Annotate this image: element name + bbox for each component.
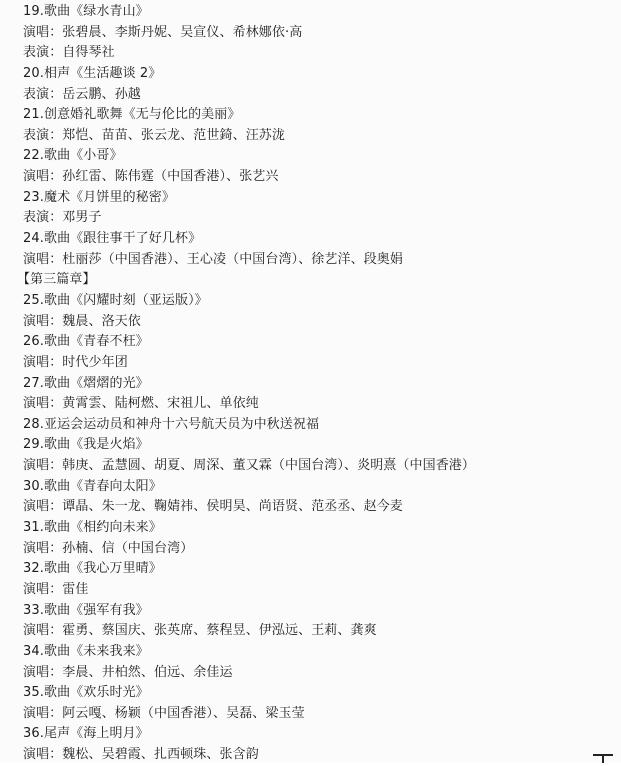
program-line: 31.歌曲《相约向未来》 — [23, 520, 162, 536]
program-line: 35.歌曲《欢乐时光》 — [23, 685, 149, 701]
program-line: 表演：郑恺、苗苗、张云龙、范世錡、汪苏泷 — [23, 127, 286, 143]
program-line: 演唱：孙红雷、陈伟霆（中国香港）、张艺兴 — [23, 169, 279, 185]
program-line: 表演：岳云鹏、孙越 — [23, 86, 141, 102]
program-line: 演唱：魏晨、洛天依 — [23, 313, 141, 329]
program-line: 26.歌曲《青春不枉》 — [23, 334, 149, 350]
program-line: 25.歌曲《闪耀时刻（亚运版）》 — [23, 292, 208, 308]
program-line: 19.歌曲《绿水青山》 — [23, 4, 149, 19]
program-line: 演唱：孙楠、信（中国台湾） — [23, 540, 194, 556]
program-line: 演唱：张碧晨、李斯丹妮、吴宣仪、希林娜依·高 — [23, 24, 303, 40]
program-line: 20.相声《生活趣谈 2》 — [23, 65, 162, 81]
program-list — [17, 2, 613, 766]
program-line: 演唱：阿云嘎、杨颖（中国香港）、吴磊、梁玉莹 — [23, 705, 305, 721]
program-line: 22.歌曲《小哥》 — [23, 148, 123, 164]
program-line: 23.魔术《月饼里的秘密》 — [23, 189, 175, 205]
program-line: 21.创意婚礼歌舞《无与伦比的美丽》 — [23, 107, 241, 123]
program-line: 33.歌曲《强军有我》 — [23, 602, 149, 618]
program-line: 演唱：韩庚、孟慧圆、胡夏、周深、董又霖（中国台湾）、炎明熹（中国香港） — [23, 458, 476, 474]
program-line: 表演：自得琴社 — [23, 45, 115, 61]
program-line: 演唱：李晨、井柏然、伯远、余佳运 — [23, 664, 233, 680]
program-line: 34.歌曲《未来我来》 — [23, 643, 149, 659]
program-line: 表演：邓男子 — [23, 210, 102, 226]
program-line: 24.歌曲《跟往事干了好几杯》 — [23, 231, 202, 247]
program-line: 演唱：杜丽莎（中国香港）、王心凌（中国台湾）、徐艺洋、段奥娟 — [23, 251, 404, 267]
program-line: 27.歌曲《熠熠的光》 — [23, 375, 149, 391]
program-line: 32.歌曲《我心万里晴》 — [23, 561, 162, 577]
program-line: 36.尾声《海上明月》 — [23, 726, 149, 742]
program-line: 演唱：黄霄雲、陆柯燃、宋祖儿、单依纯 — [23, 396, 259, 412]
program-line: 28.亚运会运动员和神舟十六号航天员为中秋送祝福 — [23, 416, 320, 432]
program-line: 演唱：霍勇、蔡国庆、张英席、蔡程昱、伊泓远、王莉、龚爽 — [23, 623, 377, 639]
program-line: 演唱：谭晶、朱一龙、鞠婧祎、侯明昊、尚语贤、范丞丞、赵今麦 — [23, 499, 403, 515]
program-line: 演唱：魏松、吴碧霞、扎西顿珠、张含韵 — [23, 747, 259, 763]
program-line: 演唱：雷佳 — [23, 581, 89, 597]
program-line: 29.歌曲《我是火焰》 — [23, 437, 149, 453]
corner-mark-icon — [591, 751, 617, 763]
program-line: 30.歌曲《青春向太阳》 — [23, 478, 162, 494]
program-line: 演唱：时代少年团 — [23, 354, 128, 370]
section-heading: 【第三篇章】 — [17, 272, 96, 288]
